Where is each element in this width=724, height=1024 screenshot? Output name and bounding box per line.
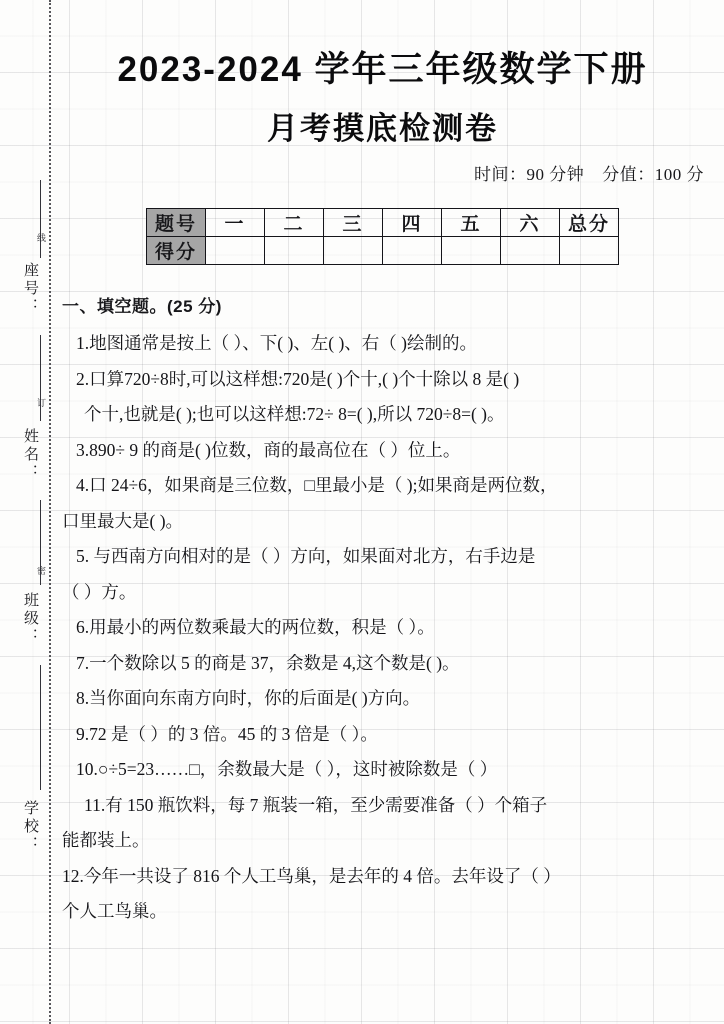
- exam-meta: [474, 160, 704, 185]
- margin-label-school: 学校：: [22, 800, 38, 854]
- score-col-2: 二: [265, 209, 324, 237]
- question-2: 2.口算720÷8时,可以这样想:720是( )个十,( )个十除以 8 是( ): [76, 368, 520, 389]
- seal-dotted-line: [49, 0, 51, 1024]
- question-5-cont: （ ）方。: [62, 581, 137, 602]
- question-8: 8.当你面向东南方向时，你的后面是( )方向。: [76, 688, 421, 708]
- seal-rule-after-class: [40, 665, 41, 790]
- question-11: 11.有 150 瓶饮料，每 7 瓶装一箱，至少需要准备（ ）个箱子: [84, 794, 548, 815]
- score-col-1: 一: [206, 209, 265, 237]
- margin-label-name: 姓名：: [22, 428, 38, 482]
- score-table: [146, 208, 619, 265]
- page-subtitle: 月考摸底检测卷: [267, 111, 498, 146]
- row-header-score: 得分: [147, 237, 206, 265]
- seal-rule-top: [40, 180, 41, 258]
- question-10: 10.○÷5=23……□，余数最大是（ ），这时被除数是（ ）: [76, 759, 498, 779]
- margin-label-class: 班级：: [22, 592, 38, 646]
- question-7: 7.一个数除以 5 的商是 37，余数是 4,这个数是( )。: [76, 652, 460, 673]
- seal-word-mi: 密: [36, 566, 46, 576]
- exam-duration: 时间：90 分钟: [474, 165, 585, 184]
- seal-word-ding: 订: [36, 398, 46, 408]
- question-4-cont: 口里最大是( )。: [62, 510, 184, 531]
- score-cell-1[interactable]: [206, 237, 265, 265]
- score-col-4: 四: [383, 209, 442, 237]
- section-heading-fill-in-blanks: 一、填空题。(25 分): [62, 297, 222, 316]
- score-cell-4[interactable]: [383, 237, 442, 265]
- question-11-cont: 能都装上。: [62, 830, 150, 850]
- question-list: [62, 326, 710, 930]
- question-12: 12.今年一共设了 816 个人工鸟巢，是去年的 4 倍。去年设了（ ）: [62, 865, 561, 886]
- score-col-3: 三: [324, 209, 383, 237]
- score-cell-2[interactable]: [265, 237, 324, 265]
- seal-word-xian: 线: [36, 233, 46, 243]
- question-6: 6.用最小的两位数乘最大的两位数，积是（ ）。: [76, 617, 435, 637]
- score-cell-6[interactable]: [501, 237, 560, 265]
- table-row-scores: [147, 237, 619, 265]
- score-col-total: 总分: [560, 209, 619, 237]
- table-row-question-numbers: [147, 209, 619, 237]
- score-col-6: 六: [501, 209, 560, 237]
- page-title: 2023-2024 学年三年级数学下册: [117, 50, 648, 89]
- row-header-question-number: 题号: [147, 209, 206, 237]
- question-3: 3.890÷ 9 的商是( )位数，商的最高位在（ ）位上。: [76, 439, 461, 460]
- score-cell-3[interactable]: [324, 237, 383, 265]
- question-1: 1.地图通常是按上（ ）、下( )、左( )、右（ )绘制的。: [76, 333, 478, 353]
- seal-rule-after-seat: [40, 335, 41, 421]
- score-col-5: 五: [442, 209, 501, 237]
- margin-label-seat-number: 座号：: [22, 262, 38, 316]
- question-2-cont: 个十,也就是( );也可以这样想:72÷ 8=( ),所以 720÷8=( )。: [84, 404, 505, 424]
- question-12-cont: 个人工鸟巢。: [62, 901, 167, 921]
- question-5: 5. 与西南方向相对的是（ ）方向，如果面对北方，右手边是: [76, 546, 536, 566]
- question-9: 9.72 是（ ）的 3 倍。45 的 3 倍是（ ）。: [76, 723, 378, 744]
- exam-total-score: 分值：100 分: [602, 165, 704, 184]
- score-cell-5[interactable]: [442, 237, 501, 265]
- question-4: 4.口 24÷6，如果商是三位数，□里最小是（ );如果商是两位数，: [76, 475, 558, 495]
- score-cell-total[interactable]: [560, 237, 619, 265]
